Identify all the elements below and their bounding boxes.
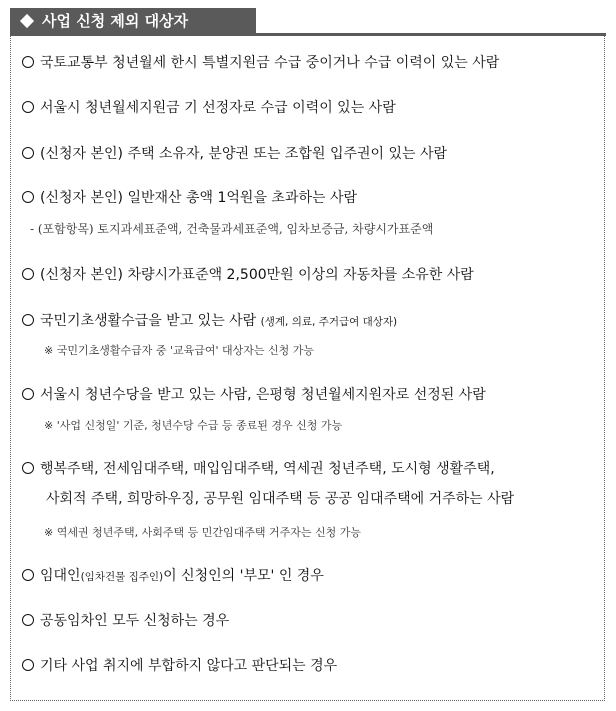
- item-note: ※ 국민기초생활수급자 중 '교육급여' 대상자는 신청 가능: [44, 344, 315, 357]
- list-item: [22, 386, 486, 404]
- item-text: 국토교통부 청년월세 한시 특별지원금 수급 중이거나 수급 이력이 있는 사람: [40, 55, 500, 71]
- list-item: [22, 312, 397, 331]
- list-item: [22, 54, 499, 72]
- circle-bullet-icon: [22, 101, 34, 113]
- circle-bullet-icon: [22, 569, 34, 581]
- list-item: [22, 99, 396, 117]
- item-sub-text: - (포함항목) 토지과세표준액, 건축물과세표준액, 임차보증금, 차량시가표준액: [30, 222, 434, 236]
- item-text: 서울시 청년수당을 받고 있는 사람, 은평형 청년월세지원자로 선정된 사람: [40, 387, 486, 403]
- circle-bullet-icon: [22, 147, 34, 159]
- item-text: 공동임차인 모두 신청하는 경우: [40, 613, 230, 629]
- list-item: [22, 460, 495, 478]
- item-note: ※ 역세권 청년주택, 사회주택 등 민간임대주택 거주자는 신청 가능: [44, 526, 361, 539]
- list-item: [22, 567, 324, 586]
- list-item: [22, 612, 229, 630]
- content-box: [10, 36, 605, 701]
- list-item: [22, 145, 447, 163]
- circle-bullet-icon: [22, 191, 34, 203]
- item-text: 기타 사업 취지에 부합하지 않다고 판단되는 경우: [40, 658, 338, 674]
- list-item: [22, 266, 474, 284]
- item-text: 행복주택, 전세임대주택, 매입임대주택, 역세권 청년주택, 도시형 생활주택,: [40, 461, 495, 477]
- item-text: (신청자 본인) 주택 소유자, 분양권 또는 조합원 입주권이 있는 사람: [40, 146, 448, 162]
- section-header: [10, 8, 256, 33]
- diamond-icon: [20, 13, 34, 27]
- item-text: 국민기초생활수급을 받고 있는 사람: [40, 313, 257, 329]
- list-item: [22, 657, 337, 675]
- circle-bullet-icon: [22, 268, 34, 280]
- item-text: 이 신청인의 '부모' 인 경우: [163, 568, 324, 584]
- item-text: 서울시 청년월세지원금 기 선정자로 수급 이력이 있는 사람: [40, 100, 396, 116]
- item-pre: 임대인: [40, 568, 81, 584]
- section-title: 사업 신청 제외 대상자: [42, 12, 189, 30]
- item-note: ※ '사업 신청일' 기준, 청년수당 수급 등 종료된 경우 신청 가능: [44, 419, 343, 432]
- item-paren: (임차건물 집주인): [80, 571, 164, 583]
- list-item: [22, 189, 357, 207]
- item-suffix: (생계, 의료, 주거급여 대상자): [260, 316, 398, 328]
- circle-bullet-icon: [22, 659, 34, 671]
- item-text: (신청자 본인) 일반재산 총액 1억원을 초과하는 사람: [40, 190, 358, 206]
- circle-bullet-icon: [22, 462, 34, 474]
- circle-bullet-icon: [22, 314, 34, 326]
- item-text: (신청자 본인) 차량시가표준액 2,500만원 이상의 자동차를 소유한 사람: [40, 267, 474, 283]
- circle-bullet-icon: [22, 614, 34, 626]
- item-continuation: 사회적 주택, 희망하우징, 공무원 임대주택 등 공공 임대주택에 거주하는 사람: [46, 491, 515, 507]
- circle-bullet-icon: [22, 388, 34, 400]
- circle-bullet-icon: [22, 56, 34, 68]
